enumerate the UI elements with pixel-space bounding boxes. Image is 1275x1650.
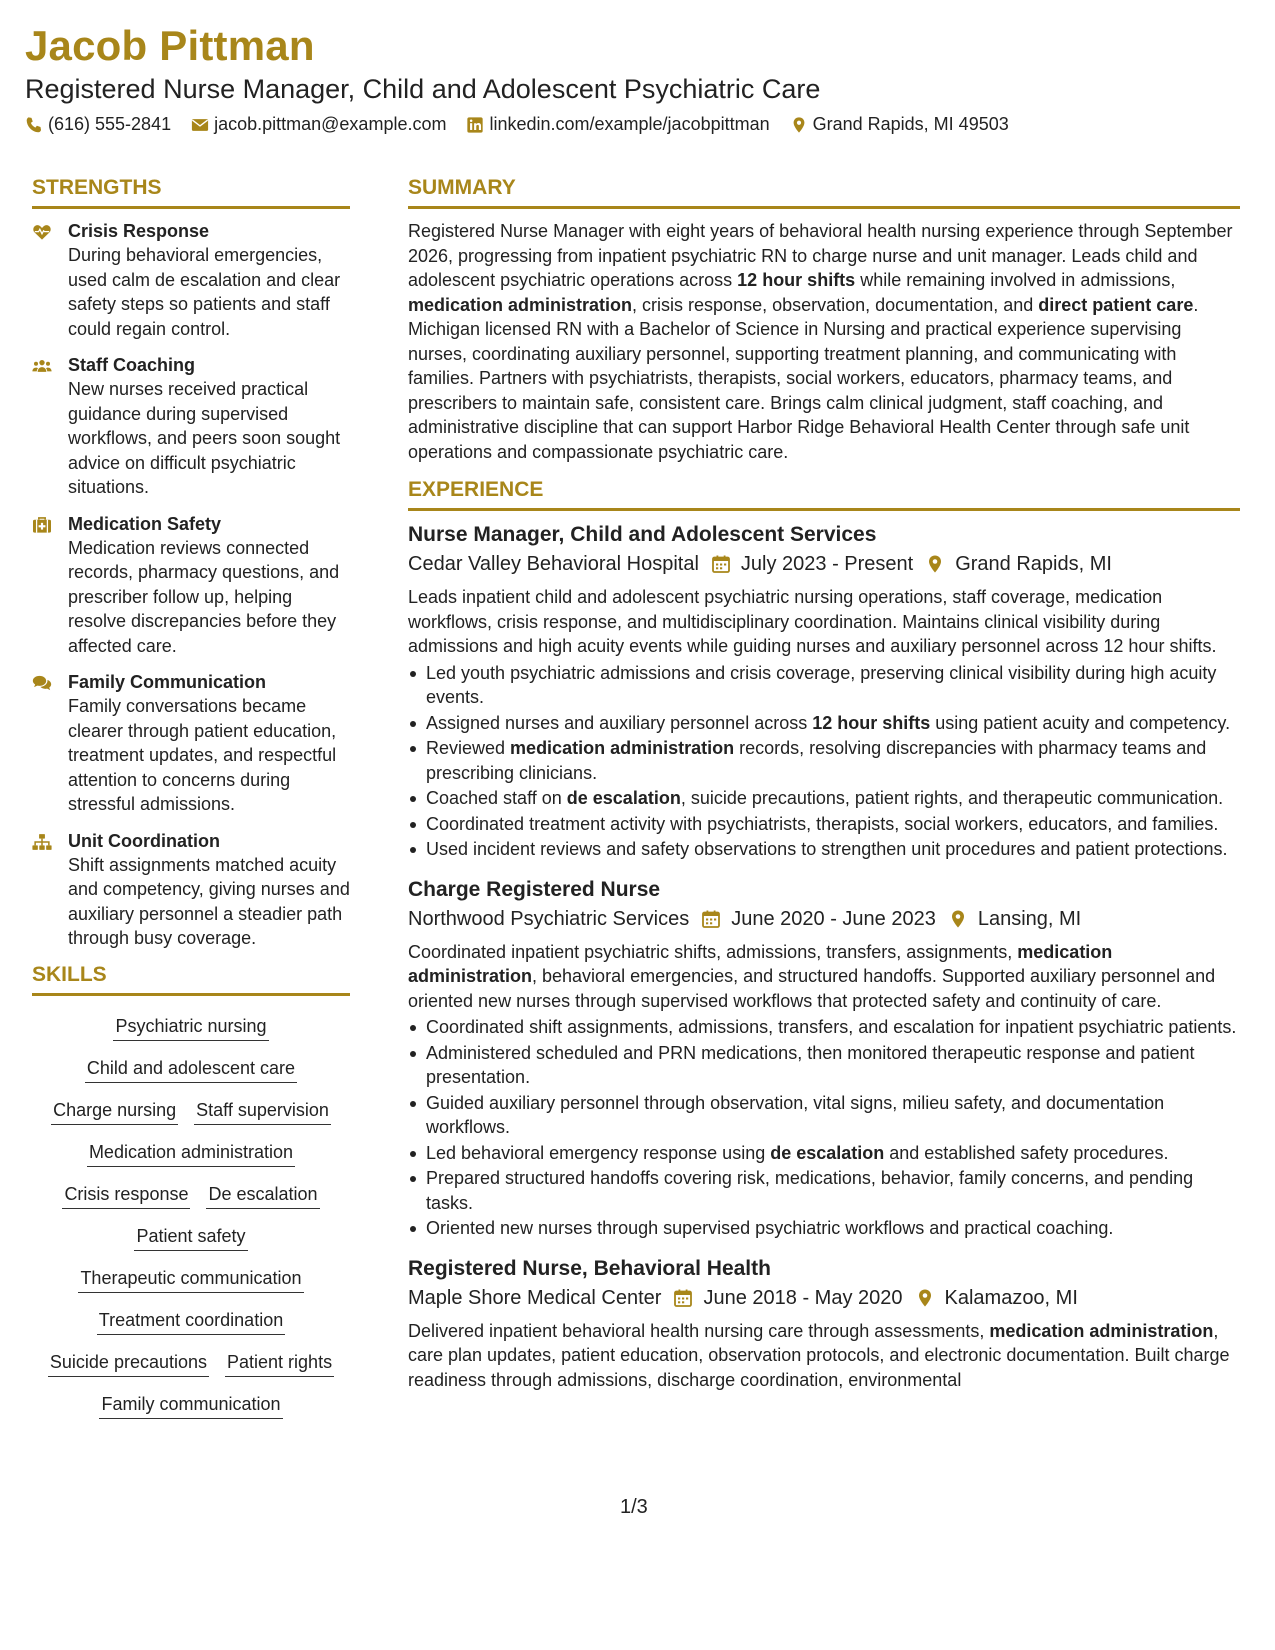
job-description	[408, 1319, 1240, 1393]
skill-row	[32, 1266, 350, 1293]
summary-text	[408, 219, 1240, 464]
job-company: Northwood Psychiatric Services	[408, 907, 690, 930]
text-run: , care plan updates, patient education, observation protocols, and electronic documentation. Built charge readiness through admissions, discharge coordination, environmental	[408, 1320, 1230, 1390]
strength-item	[32, 219, 350, 341]
bold-phrase: medication administration	[510, 738, 735, 758]
strength-desc: Medication reviews connected records, pharmacy questions, and prescriber follow up, helping resolve discrepancies before they affected care.	[68, 537, 340, 656]
text-run: . Michigan licensed RN with a Bachelor of Science in Nursing and practical experience supervising nurses, coordinating auxiliary personnel, supporting treatment planning, and communicating with families. Partners with psychiatrists, therapists, social workers, educators, pharmacy teams, and prescribers to maintain safe, consistent care. Brings calm clinical judgment, staff coaching, and administrative discipline that can support Harbor Ridge Behavioral Health Center through safe unit operations and compassionate psychiatric care.	[408, 294, 1199, 462]
strengths-heading: STRENGTHS	[32, 176, 350, 209]
map-marker-icon	[948, 909, 968, 929]
text-run: Administered scheduled and PRN medications, then monitored therapeutic response and patient presentation.	[426, 1042, 1195, 1087]
text-run: Prepared structured handoffs covering risk, medications, behavior, family concerns, and pending tasks.	[426, 1168, 1194, 1213]
job-company: Cedar Valley Behavioral Hospital	[408, 553, 699, 575]
experience-heading: EXPERIENCE	[408, 478, 1240, 511]
strength-desc: During behavioral emergencies, used calm de escalation and clear safety steps so patients and staff could regain control.	[68, 245, 341, 339]
contact-email[interactable]	[191, 114, 446, 135]
bullet-item	[408, 1041, 1240, 1090]
text-run: Guided auxiliary personnel through observation, vital signs, milieu safety, and documentation workflows.	[426, 1092, 1165, 1137]
text-run: Leads inpatient child and adolescent psychiatric nursing operations, staff coverage, medication workflows, crisis response, and multidisciplinary coordination. Maintains clinical visibility during admissions and high acuity events while guiding nurses and auxiliary personnel across 12 hour shifts.	[408, 587, 1217, 656]
bold-phrase: medication administration	[408, 294, 633, 315]
text-run: Reviewed	[426, 738, 511, 758]
text-run: , behavioral emergencies, and structured handoffs. Supported auxiliary personnel and oriented new nurses through supervised workflows that protected safety and continuity of care.	[408, 966, 1216, 1011]
job-meta	[408, 549, 1240, 579]
text-run: and established safety procedures.	[884, 1142, 1169, 1163]
job-entry	[408, 1255, 1240, 1393]
job-meta	[408, 1283, 1240, 1313]
skills-list	[32, 1006, 350, 1434]
skill-row	[32, 1392, 350, 1419]
strength-desc: Family conversations became clearer through patient education, treatment updates, and respectful attention to concerns during stressful admissions.	[68, 696, 337, 814]
bullet-item	[408, 812, 1240, 837]
skill-row	[32, 1140, 350, 1167]
bullet-item	[408, 1141, 1240, 1166]
users-icon	[32, 353, 68, 500]
job-location: Lansing, MI	[977, 907, 1082, 930]
job-location: Kalamazoo, MI	[944, 1286, 1078, 1309]
text-run: Coached staff on	[426, 788, 567, 808]
skill-tag: De escalation	[206, 1182, 319, 1209]
text-run: Coordinated treatment activity with psychiatrists, therapists, social workers, educators, and families.	[426, 813, 1219, 834]
text-run: Delivered inpatient behavioral health nursing care through assessments,	[408, 1320, 990, 1341]
bold-phrase: 12 hour shifts	[737, 270, 856, 290]
strength-item	[32, 829, 350, 951]
contact-linkedin[interactable]	[466, 114, 769, 135]
bullet-item	[408, 786, 1240, 811]
skill-row	[32, 1224, 350, 1251]
strength-item	[32, 670, 350, 817]
strength-desc: Shift assignments matched acuity and competency, giving nurses and auxiliary personnel a steadier path through busy coverage.	[68, 854, 350, 948]
contact-location	[790, 114, 1009, 135]
job-description	[408, 585, 1240, 659]
summary-heading: SUMMARY	[408, 176, 1240, 209]
job-dates: June 2018 - May 2020	[703, 1286, 903, 1309]
comments-icon	[32, 670, 68, 817]
job-entry	[408, 876, 1240, 1241]
skill-row	[32, 1014, 350, 1041]
contact-bar	[25, 114, 1029, 135]
text-run: records, resolving discrepancies with pharmacy teams and prescribing clinicians.	[426, 738, 1207, 783]
calendar-icon	[711, 554, 731, 574]
skill-tag: Medication administration	[87, 1140, 295, 1167]
job-bullets	[408, 1015, 1240, 1241]
skill-tag: Child and adolescent care	[85, 1056, 297, 1083]
text-run: , crisis response, observation, documentation, and	[632, 294, 1039, 315]
heart-pulse-icon	[32, 219, 68, 341]
bullet-item	[408, 711, 1240, 736]
job-title: Nurse Manager, Child and Adolescent Services	[408, 523, 877, 546]
job-dates: July 2023 - Present	[740, 553, 914, 575]
bullet-item	[408, 1091, 1240, 1140]
bullet-item	[408, 1166, 1240, 1215]
map-marker-icon	[915, 1288, 935, 1308]
text-run: Oriented new nurses through supervised psychiatric workflows and practical coaching.	[426, 1218, 1114, 1238]
text-run: using patient acuity and competency.	[930, 712, 1231, 733]
linkedin-text: linkedin.com/example/jacobpittman	[489, 114, 770, 134]
skills-heading: SKILLS	[32, 963, 350, 996]
text-run: while remaining involved in admissions,	[855, 270, 1176, 290]
phone-icon	[25, 116, 43, 134]
phone-text: (616) 555-2841	[48, 114, 172, 134]
text-run: Registered Nurse Manager with eight years of behavioral health nursing experience through September 2026, progressing from inpatient psychiatric RN to charge nurse and unit manager. Leads child and adolescent psychiatric operations across	[408, 221, 1233, 290]
bullet-item	[408, 1015, 1240, 1040]
bold-phrase: medication administration	[408, 941, 1113, 986]
calendar-icon	[673, 1288, 693, 1308]
skill-tag: Crisis response	[62, 1182, 190, 1209]
text-run: Used incident reviews and safety observations to strengthen unit procedures and patient protections.	[426, 839, 1228, 859]
contact-phone[interactable]	[25, 114, 171, 135]
candidate-name: Jacob Pittman	[25, 22, 315, 69]
skill-row	[32, 1098, 350, 1125]
text-run: Assigned nurses and auxiliary personnel across	[426, 712, 813, 733]
strength-title: Staff Coaching	[68, 355, 196, 375]
candidate-headline: Registered Nurse Manager, Child and Adolescent Psychiatric Care	[25, 74, 821, 104]
skill-row	[32, 1056, 350, 1083]
email-text: jacob.pittman@example.com	[214, 114, 447, 134]
calendar-icon	[701, 909, 721, 929]
skill-tag: Staff supervision	[194, 1098, 331, 1125]
bold-phrase: 12 hour shifts	[812, 712, 931, 733]
map-marker-icon	[790, 116, 808, 134]
strength-title: Unit Coordination	[68, 830, 220, 851]
bold-phrase: de escalation	[770, 1142, 885, 1163]
map-marker-icon	[925, 554, 945, 574]
strength-title: Medication Safety	[68, 513, 222, 534]
job-meta	[408, 904, 1240, 934]
skill-tag: Treatment coordination	[97, 1308, 285, 1335]
job-bullets	[408, 661, 1240, 862]
strength-item	[32, 512, 350, 659]
job-dates: June 2020 - June 2023	[731, 907, 936, 930]
skill-row	[32, 1308, 350, 1335]
text-run: Led behavioral emergency response using	[426, 1142, 771, 1163]
envelope-icon	[191, 116, 209, 134]
skill-tag: Patient safety	[134, 1224, 247, 1251]
text-run: Coordinated inpatient psychiatric shifts, admissions, transfers, assignments,	[408, 941, 1018, 962]
bullet-item	[408, 837, 1240, 862]
strength-title: Family Communication	[68, 672, 267, 692]
medkit-icon	[32, 512, 68, 659]
skill-tag: Therapeutic communication	[78, 1266, 303, 1293]
skill-row	[32, 1350, 350, 1377]
bold-phrase: de escalation	[566, 788, 681, 808]
job-company: Maple Shore Medical Center	[408, 1286, 662, 1309]
left-column	[32, 176, 350, 1434]
skill-row	[32, 1182, 350, 1209]
job-title: Registered Nurse, Behavioral Health	[408, 1256, 771, 1280]
sitemap-icon	[32, 829, 68, 951]
job-description	[408, 940, 1240, 1014]
skill-tag: Patient rights	[225, 1350, 334, 1377]
job-title: Charge Registered Nurse	[408, 877, 661, 901]
text-run: Led youth psychiatric admissions and crisis coverage, preserving clinical visibility during high acuity events.	[426, 662, 1217, 707]
text-run: Coordinated shift assignments, admissions, transfers, and escalation for inpatient psychiatric patients.	[426, 1017, 1237, 1037]
job-location: Grand Rapids, MI	[955, 553, 1112, 575]
bullet-item	[408, 661, 1240, 710]
location-text: Grand Rapids, MI 49503	[812, 114, 1009, 134]
skill-tag: Suicide precautions	[48, 1350, 209, 1377]
bullet-item	[408, 736, 1240, 785]
job-entry	[408, 521, 1240, 862]
bold-phrase: medication administration	[989, 1320, 1214, 1341]
linkedin-icon	[466, 116, 484, 134]
skill-tag: Charge nursing	[51, 1098, 178, 1125]
skill-tag: Psychiatric nursing	[113, 1014, 268, 1041]
right-column	[408, 176, 1240, 1406]
bold-phrase: direct patient care	[1038, 294, 1194, 315]
strength-title: Crisis Response	[68, 221, 210, 241]
strength-item	[32, 353, 350, 500]
bullet-item	[408, 1216, 1240, 1241]
strength-desc: New nurses received practical guidance during supervised workflows, and peers soon sought advice on difficult psychiatric situations.	[68, 379, 341, 497]
text-run: , suicide precautions, patient rights, and therapeutic communication.	[680, 788, 1224, 808]
skill-tag: Family communication	[99, 1392, 282, 1419]
page-number: 1/3	[620, 1496, 648, 1518]
